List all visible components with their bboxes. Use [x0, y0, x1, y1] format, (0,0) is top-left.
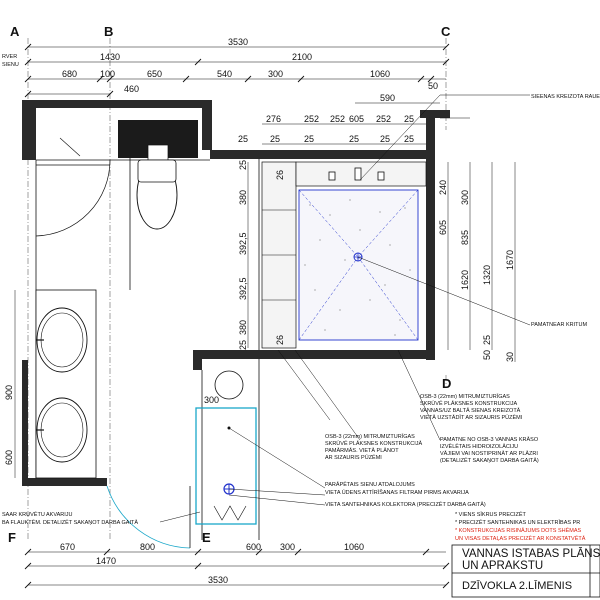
- dim-shower-25d: 25: [349, 134, 360, 144]
- dim-605-right: 605: [438, 219, 448, 235]
- note-2-line-1: OSB-3 (22mm) MITRUMIZTURĪGAS: [325, 434, 415, 440]
- legend-4: UN VISAS DETAĻAS PRECIZĒT AR KONSTATVĒTĀ: [455, 536, 586, 542]
- note-1-line-1: OSB-3 (22mm) MITRUMIZTURĪGAS: [420, 394, 510, 400]
- shower-tray: [299, 190, 418, 340]
- dim-600-left: 600: [4, 449, 14, 465]
- note-top-left-2: SIENU: [2, 62, 19, 68]
- note-3-line-3: VĀJIEM VAI NOSTIPRINĀT AR PLĀZRI: [440, 451, 538, 457]
- note-3-line-2: IZVĒLĒTAIS HIDROIZOLĀCIJU: [440, 444, 519, 450]
- dim-460: 460: [124, 84, 140, 94]
- grid-label-d: D: [442, 376, 452, 391]
- grid-label-f: F: [8, 530, 16, 545]
- note-2-line-2: SKRŪVĒ PLĀKSNES KONSTRUKCIJĀ: [325, 441, 423, 447]
- dim-900: 900: [4, 384, 14, 400]
- grid-label-a: A: [10, 24, 20, 39]
- sink-1: [37, 308, 87, 372]
- sink-2: [37, 398, 87, 462]
- note-7-line-1: SAAR KRUVĒTU AKVARIJU: [2, 512, 73, 518]
- note-tray: PAMATNEAR KRITUM: [531, 322, 588, 328]
- dim-shower-25b: 25: [270, 134, 281, 144]
- leader-top-left: [60, 138, 80, 156]
- dim-300-misc: 300: [204, 395, 220, 405]
- dim-1060-bottom: 1060: [344, 542, 365, 552]
- note-1-line-4: VIETĀ UZSTĀDĪT AR SIZAURIS PŪZĒMI: [420, 415, 523, 421]
- dim-1620: 1620: [460, 269, 470, 290]
- round-fixture: [215, 371, 243, 399]
- dim-252a: 252: [304, 114, 320, 124]
- dim-left-3925b: 392,5: [238, 277, 248, 300]
- note-6: VIETA SANTEHNIKAS KOLEKTORA (PRECIZĒT DARBA GAITĀ): [325, 502, 486, 508]
- note-3-line-4: (DETALIZĒT SAKAŅOT DARBA GAITĀ): [440, 458, 539, 464]
- legend-1: * VIENS SĪKRUS PRECIZĒT: [455, 512, 526, 518]
- dimension-lines-bottom: [28, 552, 446, 585]
- note-1-line-2: SKRŪVĒ PLĀKSNES KONSTRUKCIJA: [420, 401, 518, 407]
- note-7-line-2: BA FLAUKTĒM. DETALIZĒT SAKAŅOT DARBA GAITĀ: [2, 520, 139, 526]
- note-top-left: RVER: [2, 54, 18, 60]
- dim-800: 800: [140, 542, 156, 552]
- dim-605: 605: [349, 114, 365, 124]
- dim-1670: 1670: [505, 249, 515, 270]
- dim-650: 650: [147, 69, 163, 79]
- dim-1320: 1320: [482, 264, 492, 285]
- note-4: PARĀPĒTAIS SIENU ATDALOJUMS: [325, 482, 415, 488]
- dim-276: 276: [266, 114, 282, 124]
- dim-50: 50: [428, 81, 439, 91]
- title-line-1: VANNAS ISTABAS PLĀNS: [462, 548, 600, 560]
- dim-left-380a: 380: [238, 189, 248, 205]
- note-3-line-1: PAMATNE NO OSB-3 VANNAS KRĀSO: [440, 437, 539, 443]
- grid-label-c: C: [441, 24, 451, 39]
- title-line-2: UN APRAKSTU: [462, 560, 544, 572]
- right-dim-lines: [440, 118, 515, 362]
- aquarium-frame: [196, 408, 256, 524]
- door-swing-top-left: [36, 160, 110, 236]
- note-2-line-3: PAMĀRMĀS. VIETĀ PLĀNOT: [325, 448, 399, 454]
- dim-50-right: 50: [482, 349, 492, 360]
- dim-30-right: 30: [505, 351, 515, 362]
- dim-left-3925a: 392,5: [238, 232, 248, 255]
- dim-1430: 1430: [100, 52, 121, 62]
- note-1-line-3: VANNAS/UZ BALTĀ SIENAS KREIZOTĀ: [420, 408, 521, 414]
- dim-left-25b: 25: [238, 339, 248, 350]
- dim-300-right: 300: [460, 189, 470, 205]
- dim-252b: 252: [330, 114, 346, 124]
- dim-670: 670: [60, 542, 76, 552]
- dim-shower-25a: 25: [238, 134, 249, 144]
- dim-100: 100: [100, 69, 116, 79]
- dim-1470: 1470: [96, 556, 117, 566]
- dim-total-bottom: 3530: [208, 575, 229, 585]
- dim-540: 540: [217, 69, 233, 79]
- dim-300a: 300: [268, 69, 284, 79]
- toilet-tank: [138, 160, 176, 182]
- note-shower-drain: SIEENAS KREIZOTA RAUE: [531, 94, 600, 100]
- dim-shower-25e: 25: [380, 134, 391, 144]
- flush-cistern: [148, 145, 168, 161]
- grid-label-b: B: [104, 24, 114, 39]
- zigzag-break: [214, 506, 246, 520]
- grid-label-e: E: [202, 530, 211, 545]
- dim-835: 835: [460, 229, 470, 245]
- dim-shower-25g: 25: [404, 134, 415, 144]
- dim-1060: 1060: [370, 69, 391, 79]
- legend-2: * PRECIZĒT SANTEHNIKAS UN ELEKTRĪBAS PR: [455, 520, 581, 526]
- dim-inner-26b: 26: [275, 334, 285, 345]
- dim-680: 680: [62, 69, 78, 79]
- door-swing-bottom: [107, 486, 190, 548]
- dim-25-right: 25: [482, 334, 492, 345]
- dim-shower-25c: 25: [304, 134, 315, 144]
- dim-590: 590: [380, 93, 396, 103]
- dim-left-380b: 380: [238, 319, 248, 335]
- note-2-line-4: AR SIZAURIS PŪZĒMI: [325, 455, 382, 461]
- dim-240: 240: [438, 179, 448, 195]
- dim-shower-25f: 25: [404, 114, 415, 124]
- title-line-3: DZĪVOKLA 2.LĪMENIS: [462, 580, 573, 592]
- dim-300-bottom: 300: [280, 542, 296, 552]
- legend-3: * KONSTRUKCIJAS RISINĀJUMS DOTS SHĒMAS: [455, 528, 582, 534]
- dim-left-25a: 25: [238, 159, 248, 170]
- dimension-ticks-bottom: [25, 549, 449, 588]
- dim-total-top: 3530: [228, 37, 249, 47]
- note-5: VIETA ŪDENS ATTĪRĪŠANAS FILTRAM PIRMS AKVARIJA: [325, 490, 469, 496]
- dim-600-bottom: 600: [246, 542, 262, 552]
- dim-inner-26a: 26: [275, 169, 285, 180]
- dim-2100: 2100: [292, 52, 313, 62]
- dim-252c: 252: [376, 114, 392, 124]
